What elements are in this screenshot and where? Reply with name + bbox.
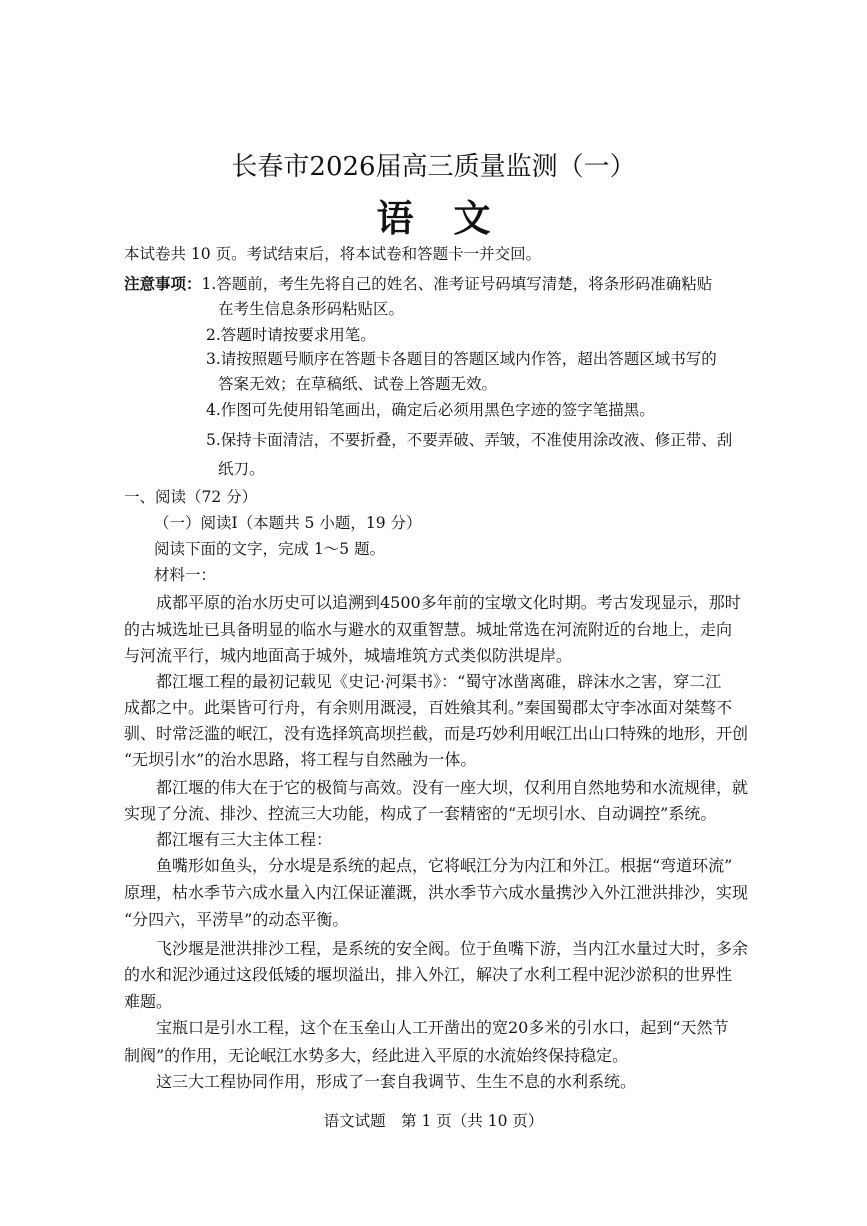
passage-line: 与河流平行，城内地面高于城外，城墙堆筑方式类似防洪堤岸。 (124, 646, 573, 665)
passage-line: 的古城选址已具备明显的临水与避水的双重智慧。城址常选在河流附近的台地上，走向 (124, 620, 733, 639)
passage-line: 都江堰工程的最初记载见《史记·河渠书》：“蜀守冰凿离碓，辟沫水之害，穿二江 (156, 672, 722, 691)
notice-block (124, 276, 712, 293)
passage-line: 成都平原的治水历史可以追溯到4500多年前的宝墩文化时期。考古发现显示，那时 (156, 593, 741, 612)
passage-line: 的水和泥沙通过这段低矮的堰坝溢出，排入外江，解决了水利工程中泥沙淤积的世界性 (124, 965, 733, 984)
notice-item-3-line-2: 答案无效；在草稿纸、试卷上答题无效。 (218, 375, 498, 393)
intro-text: 本试卷共 10 页。考试结束后，将本试卷和答题卡一并交回。 (124, 245, 542, 263)
passage-line: “无坝引水”的治水思路，将工程与自然融为一体。 (124, 750, 477, 769)
passage-line: 成都之中。此渠皆可行舟，有余则用溉浸，百姓飨其利。”秦国蜀郡太守李冰面对桀骜不 (124, 698, 733, 717)
material-label: 材料一： (154, 566, 217, 584)
section-instruction: 阅读下面的文字，完成 1～5 题。 (154, 540, 386, 558)
passage-line: 原理，枯水季节六成水量入内江保证灌溉，洪水季节六成水量携沙入外江泄洪排沙，实现 (124, 883, 749, 902)
notice-item-2: 2.答题时请按要求用笔。 (206, 326, 376, 344)
passage-line: 驯、时常泛滥的岷江，没有选择筑高坝拦截，而是巧妙利用岷江出山口特殊的地形，开创 (124, 724, 749, 743)
passage-line: 这三大工程协同作用，形成了一套自我调节、生生不息的水利系统。 (156, 1072, 637, 1091)
subject-char-1: 语 (376, 196, 414, 240)
notice-item-3-line-1: 3.请按照题号顺序在答题卡各题目的答题区域内作答，超出答题区域书写的 (206, 350, 717, 368)
notice-item-4: 4.作图可先使用铅笔画出，确定后必须用黑色字迹的签字笔描黑。 (206, 401, 655, 419)
passage-line: 飞沙堰是泄洪排沙工程，是系统的安全阀。位于鱼嘴下游，当内江水量过大时，多余 (156, 939, 749, 958)
exam-title: 长春市2026届高三质量监测（一） (231, 152, 636, 182)
section-heading: 一、阅读（72 分） (124, 488, 258, 506)
subject-char-2: 文 (453, 196, 491, 240)
subject-title (0, 188, 867, 242)
section-sub-heading: （一）阅读Ⅰ（本题共 5 小题，19 分） (154, 514, 422, 532)
passage-line: “分四六，平涝旱”的动态平衡。 (124, 910, 349, 929)
passage-line: 难题。 (124, 992, 173, 1011)
passage-line: 宝瓶口是引水工程，这个在玉垒山人工开凿出的宽20多米的引水口，起到“天然节 (156, 1018, 729, 1037)
notice-label: 注意事项： (124, 274, 202, 293)
passage-line: 都江堰的伟大在于它的极简与高效。没有一座大坝，仅利用自然地势和水流规律，就 (156, 778, 749, 797)
passage-line: 制阀”的作用，无论岷江水势多大，经此进入平原的水流始终保持稳定。 (124, 1046, 629, 1065)
passage-line: 实现了分流、排沙、控流三大功能，构成了一套精密的“无坝引水、自动调控”系统。 (124, 804, 717, 823)
passage-line: 都江堰有三大主体工程： (156, 830, 333, 849)
notice-item-5-line-1: 5.保持卡面清洁，不要折叠，不要弄破、弄皱，不准使用涂改液、修正带、刮 (206, 431, 733, 449)
page-footer: 语文试题 第 1 页（共 10 页） (323, 1112, 544, 1130)
notice-item-5-line-2: 纸刀。 (218, 460, 265, 478)
passage-line: 鱼嘴形如鱼头，分水堤是系统的起点，它将岷江分为内江和外江。根据“弯道环流” (156, 856, 733, 875)
notice-item-1-line-1: 1.答题前，考生先将自己的姓名、准考证号码填写清楚，将条形码准确粘贴 (201, 275, 713, 293)
notice-item-1-line-2: 在考生信息条形码粘贴区。 (218, 300, 405, 318)
